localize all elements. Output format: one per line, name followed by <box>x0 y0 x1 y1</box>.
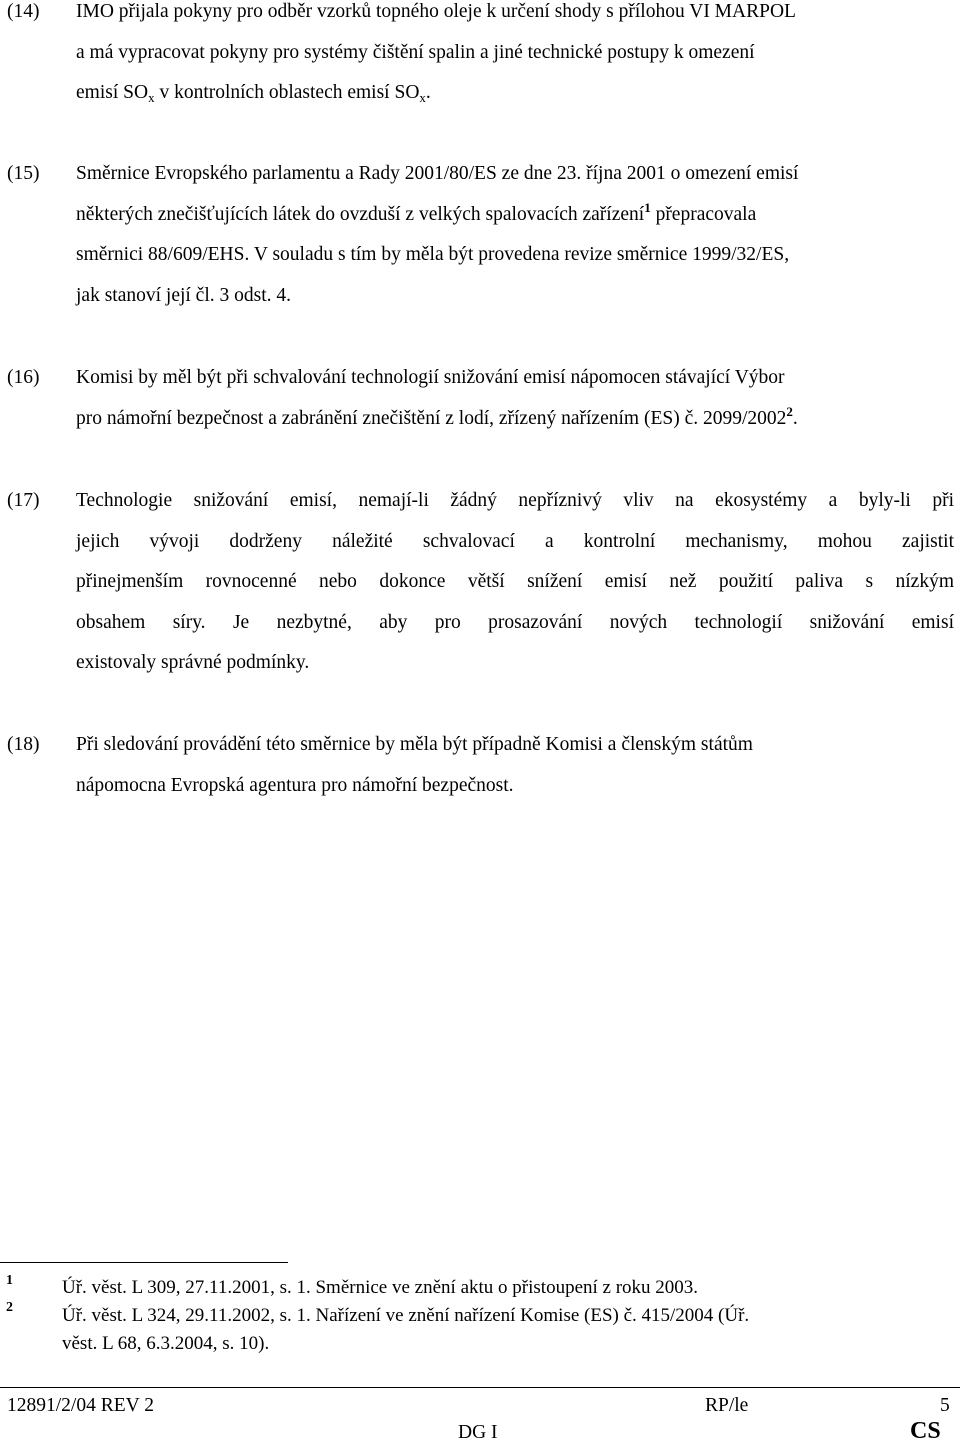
footnote-2: Úř. věst. L 324, 29.11.2002, s. 1. Nařízení ve znění nařízení Komise (ES) č. 415/2004 (Úř. věst. L 68, 6.3.2004, s. 10). <box>62 1305 750 1354</box>
text-line: jak stanoví její čl. 3 odst. 4. <box>76 284 292 306</box>
footnote-separator <box>0 1262 288 1263</box>
text-line: směrnici 88/609/EHS. V souladu s tím by měla být provedena revize směrnice 1999/32/ES, <box>76 244 790 265</box>
document-reference: 12891/2/04 REV 2 <box>7 1395 154 1416</box>
paragraph-number: (17) <box>7 490 40 511</box>
text-line: pro námořní bezpečnost a zabránění znečištění z lodí, zřízený nařízením (ES) č. 2099/2002$^2$. <box>76 403 798 429</box>
subscript-x: x <box>148 90 155 105</box>
footnote-mark-1: 1 <box>6 1273 13 1288</box>
text-line: Komisi by měl být při schvalování technologií snižování emisí nápomocen stávající Výbor <box>76 367 785 388</box>
paragraph-body <box>76 154 954 316</box>
text-line: a má vypracovat pokyny pro systémy čištění spalin a jiné technické postupy k omezení <box>76 41 755 63</box>
text-line: Při sledování provádění této směrnice by měla být případně Komisi a členským státům <box>76 734 753 755</box>
paragraph-body <box>76 481 954 684</box>
footnote-ref-2: 2 <box>786 403 793 419</box>
text-line: Technologie snižování emisí, nemají-li žádný nepříznivý vliv na ekosystémy a byly-li při <box>76 490 954 511</box>
text-line: přinejmenším rovnocenné nebo dokonce větší snížení emisí než použití paliva s nízkým <box>76 571 954 592</box>
footer-separator <box>0 1387 960 1388</box>
text-line: existovaly správné podmínky. <box>76 652 310 673</box>
text-line: IMO přijala pokyny pro odběr vzorků topného oleje k určení shody s přílohou VI MARPOL <box>76 1 796 22</box>
subscript-x: x <box>419 90 426 105</box>
paragraph-body <box>76 0 954 114</box>
text-line: emisí $SO_x$ v kontrolních oblastech emisí $SO_x$. <box>76 82 431 105</box>
language-code: CS <box>910 1418 941 1444</box>
text-line: Směrnice Evropského parlamentu a Rady 2001/80/ES ze dne 23. října 2001 o omezení emisí <box>76 163 799 184</box>
text-line: některých znečišťujících látek do ovzduší z velkých spalovacích zařízení$^1$ přepracovala <box>76 199 757 225</box>
footnote-mark-2: 2 <box>6 1300 13 1315</box>
page-number: 5 <box>940 1395 950 1416</box>
author-initials: RP/le <box>705 1395 749 1416</box>
paragraph-number: (15) <box>7 163 40 184</box>
paragraph-number: (18) <box>7 734 40 755</box>
footnote-1: Úř. věst. L 309, 27.11.2001, s. 1. Směrnice ve znění aktu o přistoupení z roku 2003. <box>62 1277 699 1298</box>
text-line: nápomocna Evropská agentura pro námořní bezpečnost. <box>76 774 514 796</box>
paragraph-body <box>76 358 954 439</box>
footnote-ref-1: 1 <box>644 199 651 215</box>
paragraph-number: (14) <box>7 1 40 22</box>
paragraph-body <box>76 725 954 806</box>
directorate-general: DG I <box>458 1422 498 1443</box>
paragraph-number: (16) <box>7 367 40 388</box>
text-line: obsahem síry. Je nezbytné, aby pro prosazování nových technologií snižování emisí <box>76 611 954 633</box>
text-line: jejich vývoji dodrženy náležité schvalovací a kontrolní mechanismy, mohou zajistit <box>76 530 954 552</box>
